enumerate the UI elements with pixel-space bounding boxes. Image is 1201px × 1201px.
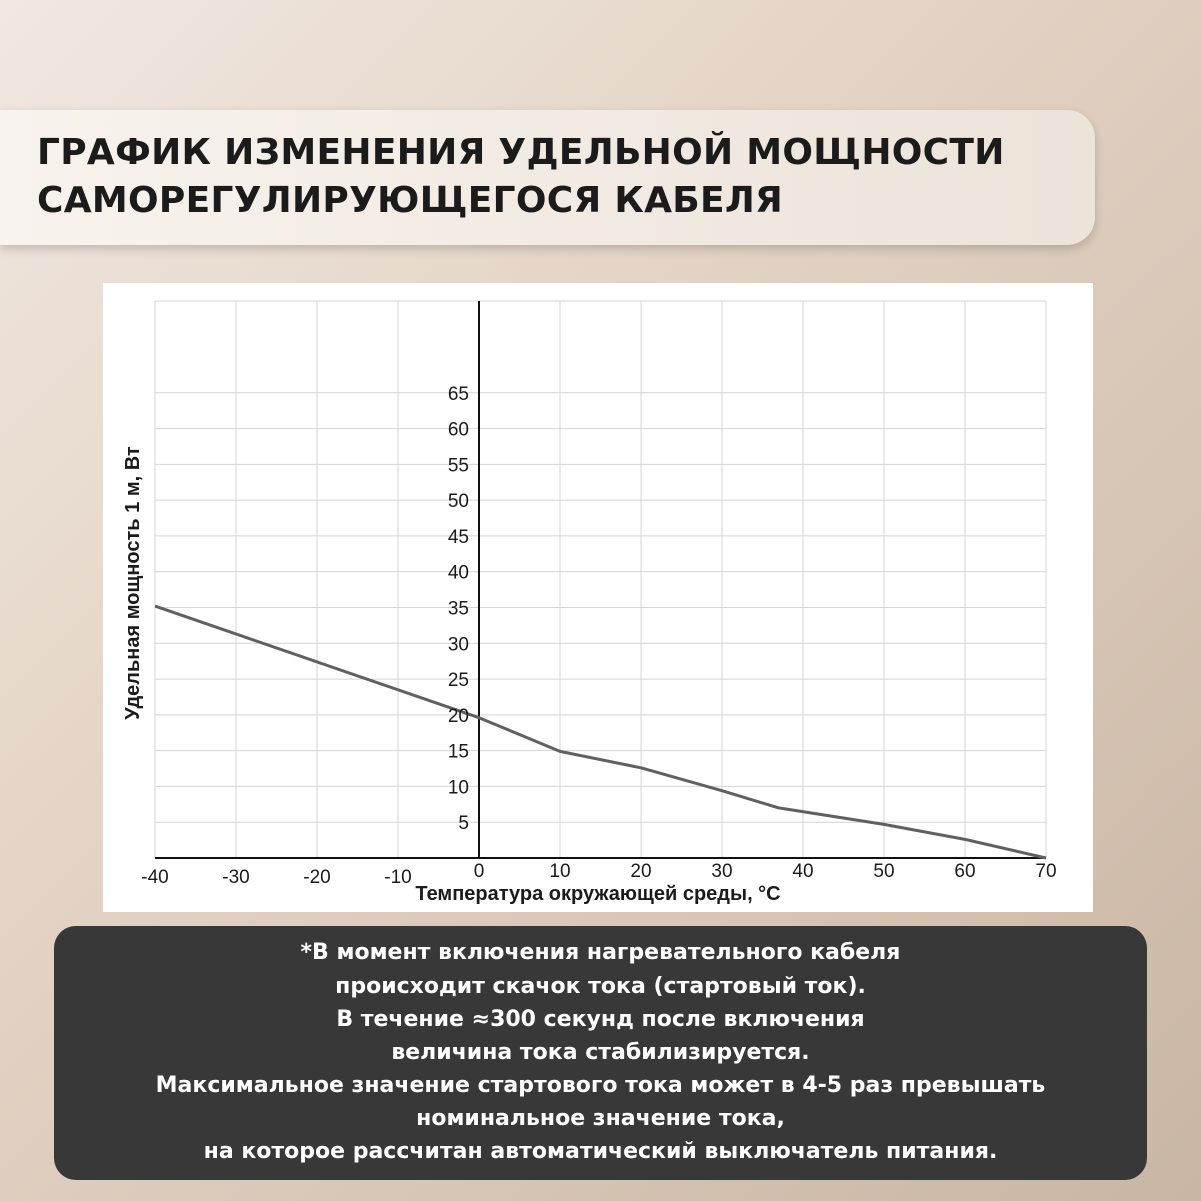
x-tick-label: -10: [384, 867, 412, 888]
y-tick-label: 50: [447, 491, 469, 513]
y-tick-label: 60: [447, 419, 469, 441]
x-tick-label: 60: [954, 861, 976, 882]
y-tick-label: 15: [447, 741, 469, 763]
x-tick-label: -40: [141, 867, 169, 888]
y-tick-label: 35: [447, 598, 469, 620]
y-tick-label: 55: [447, 455, 469, 477]
x-tick-label: -30: [222, 867, 250, 888]
x-tick-label: 10: [549, 861, 571, 882]
note-line: происходит скачок тока (стартовый ток).: [335, 974, 866, 999]
note-line: В течение ≈300 секунд после включения: [336, 1007, 865, 1032]
y-tick-label: 65: [447, 383, 469, 405]
note-line: на которое рассчитан автоматический выключатель питания.: [203, 1139, 998, 1164]
y-tick-labels: [448, 384, 469, 834]
x-tick-label: 70: [1035, 861, 1057, 882]
note-line: величина тока стабилизируется.: [391, 1040, 810, 1065]
y-axis-label: Удельная мощность 1 м, Вт: [122, 446, 144, 720]
note-line: Максимальное значение стартового тока может в 4-5 раз превышать: [155, 1073, 1046, 1098]
y-tick-label: 45: [447, 526, 469, 548]
x-axis-label: Температура окружающей среды, °С: [415, 883, 781, 905]
chart-title-line-1: ГРАФИК ИЗМЕНЕНИЯ УДЕЛЬНОЙ МОЩНОСТИ: [37, 132, 1005, 173]
startup-current-note: [54, 926, 1147, 1180]
y-tick-label: 10: [447, 777, 469, 799]
x-tick-label: 40: [792, 861, 814, 882]
y-tick-label: 5: [458, 813, 469, 835]
x-tick-label: 30: [711, 861, 733, 882]
power-series-line: [155, 606, 1046, 858]
x-tick-label: -20: [303, 867, 331, 888]
chart-panel: [103, 283, 1093, 912]
power-temperature-chart: [103, 283, 1093, 912]
y-tick-label: 25: [447, 670, 469, 692]
x-tick-label: 0: [473, 861, 485, 882]
grid: [155, 301, 1046, 858]
series: [155, 606, 1046, 858]
axes: [155, 301, 1046, 858]
title-banner: [0, 110, 1095, 245]
x-tick-label: 50: [873, 861, 895, 882]
y-tick-label: 30: [447, 634, 469, 656]
note-line: номинальное значение тока,: [416, 1106, 785, 1131]
y-tick-label: 20: [447, 705, 469, 727]
y-tick-label: 40: [447, 562, 469, 584]
chart-title-line-2: САМОРЕГУЛИРУЮЩЕГОСЯ КАБЕЛЯ: [37, 180, 784, 221]
x-tick-label: 20: [630, 861, 652, 882]
note-line: *В момент включения нагревательного кабеля: [300, 940, 901, 965]
